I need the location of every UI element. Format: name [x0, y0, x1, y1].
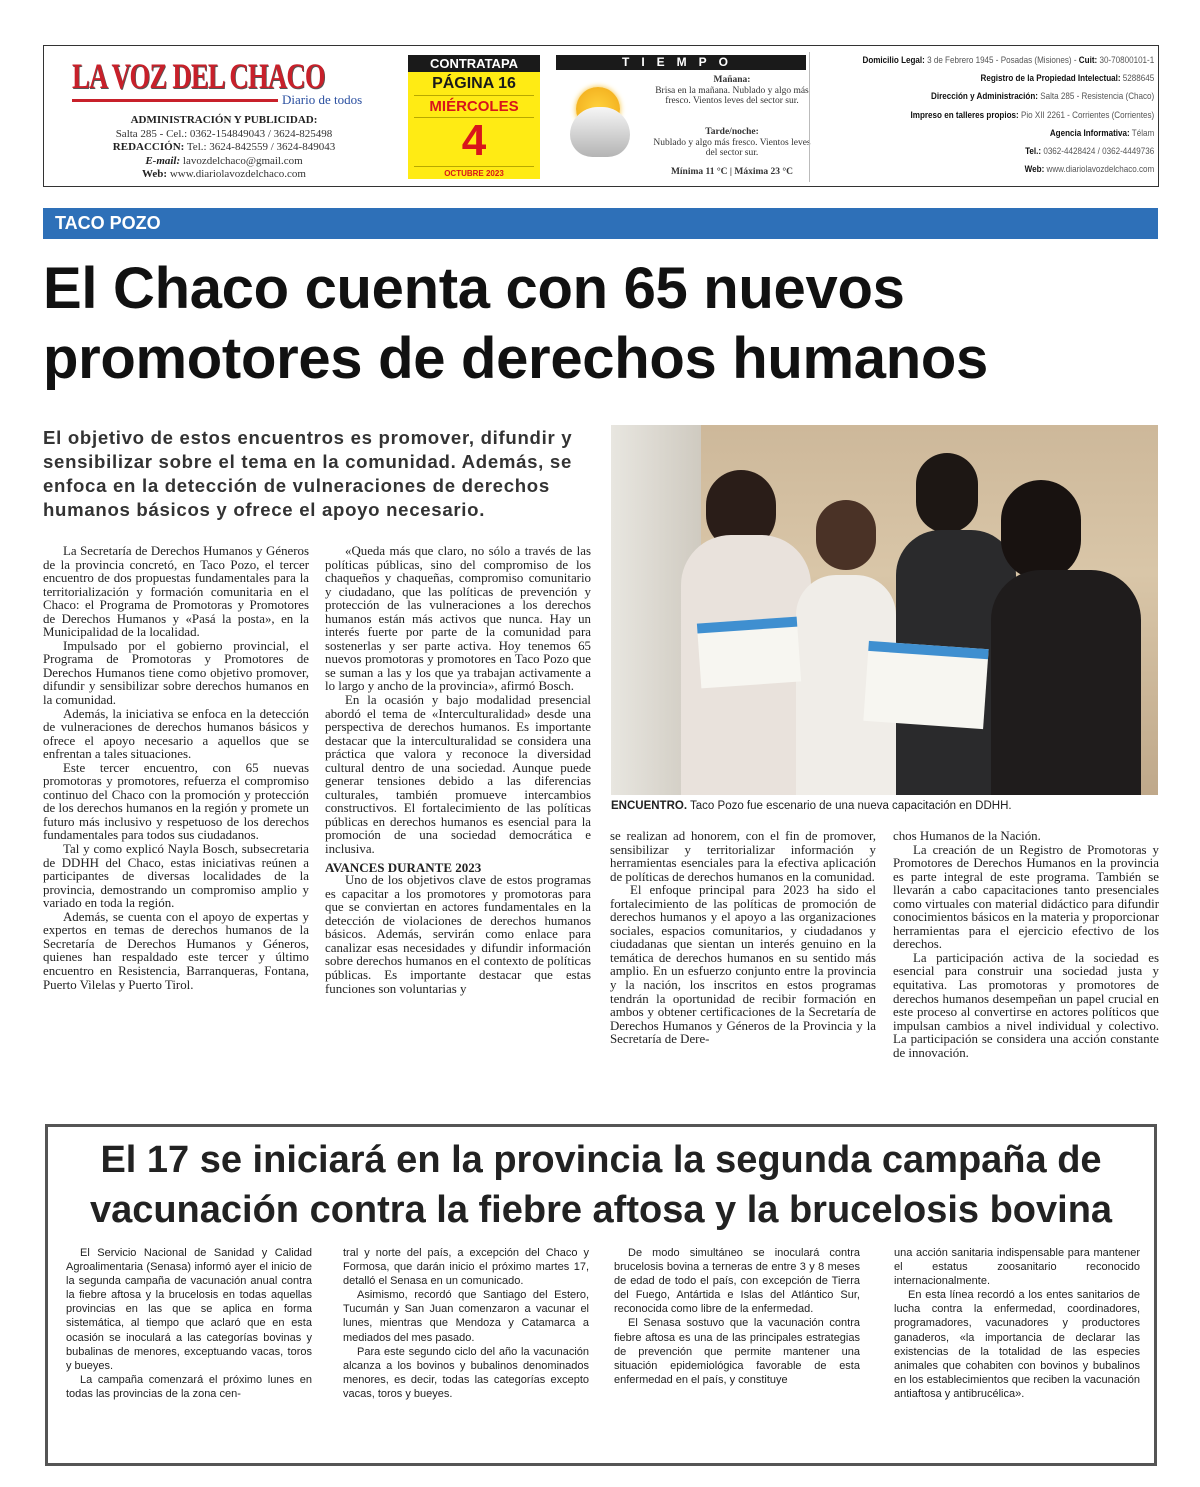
paragraph: La participación activa de la sociedad es esencial para construir una sociedad justa y equitativa. Las promotoras y promotores de derechos humanos desempeñan un papel crucial en este proceso al convertirse en actores políticos que impulsan cambios a nivel individual y colectivo. La participación se considera una acción constante de innovación. — [893, 950, 1159, 1060]
evening-label: Tarde/noche: — [705, 127, 759, 137]
photo-person — [1001, 480, 1081, 580]
photo-person — [916, 453, 978, 533]
certificate — [697, 617, 801, 689]
legal-label: Dirección y Administración: — [930, 91, 1038, 103]
secondary-article — [45, 1124, 1157, 1466]
secondary-column-2 — [343, 1246, 589, 1401]
legal-value: Salta 285 - Resistencia (Chaco) — [1039, 91, 1154, 103]
paragraph: El Servicio Nacional de Sanidad y Calidad Agroalimentaria (Senasa) informó ayer el inicio de la segunda campaña de vacunación anual contra la fiebre aftosa y la brucelosis en todas aquellas provincias en las que se aplica en forma sistemática, al tiempo que aclaró que en esta ocasión se inoculará a las categorías bovinas y bubalinas de menores, exceptuando vacas, toros y bueyes. — [66, 1247, 312, 1372]
section-bar — [43, 208, 1158, 239]
article-photo — [611, 425, 1158, 795]
secondary-column-4 — [894, 1246, 1140, 1401]
masthead — [43, 45, 1159, 187]
month-year: OCTUBRE 2023 — [414, 166, 534, 178]
paragraph: Impulsado por el gobierno provincial, el Programa de Promotoras y Promotores de Derechos Humanos tiene como objetivo promover, difundir y sensibilizar sobre derechos humanos en la comunidad. — [43, 638, 309, 708]
admin-address: Salta 285 - Cel.: 0362-154849043 / 3624-825498 — [115, 127, 333, 140]
paragraph: La Secretaría de Derechos Humanos y Géneros de la provincia concretó, en Taco Pozo, el tercer encuentro de dos propuestas fundamentales para la territorialización y formación comunitaria en el Chaco: el Programa de Promotoras y Promotores de Derechos Humanos y «Pasá la posta», en la Municipalidad de la localidad. — [43, 544, 309, 640]
legal-label: Agencia Informativa: — [1049, 127, 1130, 139]
paragraph: En la ocasión y bajo modalidad presencial abordó el tema de «Interculturalidad» desde una perspectiva de derechos humanos. Es importante destacar que la interculturalidad se considera una práctica que valora y reconoce la diversidad cultural dentro de una sociedad. Aunque puede generar tensiones debido a las diferencias culturales, también promueve intercambios constructivos. El fortalecimiento de las políticas públicas en derechos humanos es esencial para la promoción de una sociedad democrática e inclusiva. — [325, 693, 591, 857]
legal-label: Domicilio Legal: — [862, 55, 925, 66]
web-label: Web: — [142, 168, 168, 180]
legal-value: 3 de Febrero 1945 - Posadas (Misiones) - — [926, 55, 1077, 66]
headline: El Chaco cuenta con 65 nuevos promotores de derechos humanos — [43, 256, 988, 391]
section-label: CONTRATAPA — [408, 55, 540, 72]
paragraph: una acción sanitaria indispensable para mantener el estatus zoosanitario reconocido internacionalmente. — [894, 1247, 1140, 1288]
cloud-icon — [570, 107, 630, 157]
morning-forecast: Brisa en la mañana. Nublado y algo más fresco. Vientos leves del sector sur. — [655, 85, 809, 106]
web-link[interactable]: www.diariolavozdelchaco.com — [169, 168, 306, 180]
newspaper-logo: LA VOZ DEL CHACO — [72, 56, 325, 96]
paragraph: chos Humanos de la Nación. — [893, 829, 1041, 843]
secondary-column-3 — [614, 1246, 860, 1387]
paragraph: El enfoque principal para 2023 ha sido el fortalecimiento de las políticas de promoción de derechos humanos y el apoyo a las organizaciones sociales, espacios comunitarios, y ciudadanos y ciudadanas que sientan un interés genuino en la temática de derechos humanos en su sentido más amplio. En un esfuerzo conjunto entre la provincia y la nación, los inscritos en estos programas tendrán la oportunidad de recibir formación en ambos y obtener certificaciones de la Secretaría de Derechos Humanos y Géneros de la Provincia y la Secretaría de Dere- — [610, 883, 876, 1047]
morning-label: Mañana: — [713, 75, 751, 85]
legal-value: Pio XII 2261 - Corrientes (Corrientes) — [1020, 109, 1154, 121]
paragraph: La creación de un Registro de Promotoras y Promotores de Derechos Humanos en la provincia es parte integral de este programa. También se llevarán a cabo capacitaciones tanto presenciales como virtuales con material didáctico para difundir conocimientos básicos en la materia y proporcionar herramientas para el ejercicio efectivo de los derechos. — [893, 842, 1159, 952]
slogan: Diario de todos — [282, 92, 363, 107]
redaccion-value: Tel.: 3624-842559 / 3624-849043 — [186, 141, 336, 153]
admin-title: ADMINISTRACIÓN Y PUBLICIDAD: — [130, 114, 318, 126]
legal-label: Impreso en talleres propios: — [910, 109, 1019, 121]
lede: El objetivo de estos encuentros es promover, difundir y sensibilizar sobre el tema en la comunidad. Además, se enfoca en la detección de vulneraciones de derechos humanos básicos y ofrece el apoyo necesario. — [43, 427, 573, 520]
paragraph: tral y norte del país, a excepción del Chaco y Formosa, que darán inicio el próximo martes 17, detalló el Senasa en un comunicado. — [343, 1247, 589, 1288]
email-label: E-mail: — [145, 154, 181, 167]
paragraph: La campaña comenzará el próximo lunes en todas las provincias de la zona cen- — [66, 1373, 312, 1400]
evening-forecast: Nublado y algo más fresco. Vientos leves del sector sur. — [653, 137, 811, 158]
paragraph: En esta línea recordó a los entes sanitarios de lucha contra la enfermedad, coordinadores, programadores, vacunadores y productores ganaderos, «la importancia de declarar las existencias de la totalidad de las especies animales que cohabiten con bovinos y bubalinos en los establecimientos que reciben la vacunación antiaftosa y antibrucélica». — [894, 1289, 1140, 1400]
photo-person — [816, 500, 876, 570]
weather-box — [556, 55, 811, 179]
temperature-range: Mínima 11 °C | Máxima 23 °C — [670, 167, 794, 177]
web-link[interactable]: www.diariolavozdelchaco.com — [1046, 164, 1154, 176]
subheading: AVANCES DURANTE 2023 — [325, 859, 482, 875]
legal-value: 30-70800101-1 — [1099, 55, 1154, 66]
legal-label: Web: — [1024, 164, 1045, 176]
paragraph: Asimismo, recordó que Santiago del Estero, Tucumán y San Juan comenzaron a vacunar el lunes, mientras que Mendoza y Catamarca a mediados del mes pasado. — [343, 1289, 589, 1344]
legal-info — [809, 52, 1154, 182]
article-column-1 — [43, 545, 309, 992]
paragraph: se realizan ad honorem, con el fin de promover, sensibilizar y territorializar información y herramientas esenciales para la efectiva aplicación de políticas de derechos humanos en la comunidad. — [610, 829, 876, 884]
caption-text: Taco Pozo fue escenario de una nueva capacitación en DDHH. — [690, 800, 1012, 812]
secondary-column-1 — [66, 1246, 312, 1401]
admin-contact — [44, 114, 404, 182]
article-column-3 — [610, 830, 876, 1047]
email-link[interactable]: lavozdelchaco@gmail.com — [182, 154, 303, 167]
caption-label: ENCUENTRO. — [611, 800, 688, 812]
secondary-headline: El 17 se iniciará en la provincia la segunda campaña de vacunación contra la fiebre aftosa y la brucelosis bovina — [89, 1139, 1113, 1231]
date-box — [408, 55, 540, 179]
legal-value: Télam — [1131, 127, 1154, 139]
photo-caption — [611, 800, 1158, 812]
weekday: MIÉRCOLES — [414, 95, 534, 118]
legal-label: Cuit: — [1078, 55, 1097, 66]
photo-person — [991, 570, 1141, 795]
paragraph: Para este segundo ciclo del año la vacunación alcanza a los bovinos y bubalinos denominados menores, es decir, todas las categorías excepto vacas, toros y bueyes. — [343, 1345, 589, 1400]
logo-underline — [72, 99, 278, 102]
legal-label: Registro de la Propiedad Intelectual: — [980, 73, 1121, 85]
page-number: PÁGINA 16 — [432, 75, 516, 92]
legal-value: 0362-4428424 / 0362-4449736 — [1043, 146, 1154, 158]
weather-title: TIEMPO — [556, 55, 806, 70]
article-column-4 — [893, 830, 1159, 1060]
paragraph: Tal y como explicó Nayla Bosch, subsecretaria de DDHH del Chaco, estas iniciativas reúnen a participantes de diversas localidades de la provincia, demostrando un compromiso amplio y variado en toda la región. — [43, 842, 309, 911]
paragraph: Uno de los objetivos clave de estos programas es capacitar a los promotores y promotoras para que se conviertan en actores fundamentales en la detección de violaciones de derechos humanos básicos. Además, servirán como enlace para canalizar esas necesidades y difundir información sobre derechos humanos en el contexto de políticas públicas. Es importante destacar que estas funciones son voluntarias y — [325, 873, 591, 996]
legal-label: Tel.: — [1024, 146, 1041, 158]
redaccion-label: REDACCIÓN: — [112, 141, 185, 153]
article-column-2 — [325, 545, 591, 996]
day-number: 4 — [461, 116, 487, 165]
section-label: TACO POZO — [55, 213, 161, 233]
paragraph: «Queda más que claro, no sólo a través de las políticas públicas, sino del compromiso de los chaqueños y chaqueñas, compromiso comunitario y ciudadano, que las políticas de prevención y protección de las vulneraciones a los derechos humanos están más activos que nunca. Hay un interés fuerte por parte de la comunidad para sostenerlas y ser parte activa. Hoy tenemos 65 nuevos promotoras y promotores en Taco Pozo que se suman a las y los que ya trabajan activamente a lo largo y ancho de la provincia», afirmó Bosch. — [325, 544, 591, 694]
paragraph: Además, la iniciativa se enfoca en la detección de vulneraciones de derechos humanos básicos y ofrece el apoyo necesario a aquellos que se enfrentan a tales situaciones. — [43, 706, 309, 762]
paragraph: El Senasa sostuvo que la vacunación contra fiebre aftosa es una de las principales estrategias de prevención que permite mantener una situación epidemiológica favorable de esta enfermedad en el país, y constituye — [614, 1317, 860, 1386]
paragraph: De modo simultáneo se inoculará contra brucelosis bovina a terneras de entre 3 y 8 meses de edad de todo el país, con excepción de Tierra del Fuego, Antártida e Islas del Atlántico Sur, reconocida como libre de la enfermedad. — [614, 1247, 860, 1316]
certificate — [863, 641, 988, 729]
paragraph: Este tercer encuentro, con 65 nuevas promotoras y promotores, refuerza el compromiso continuo del Chaco con la promoción y protección de los derechos humanos en la región y promete un futuro más inclusivo y respetuoso de los derechos fundamentales para todos sus ciudadanos. — [43, 760, 309, 843]
paragraph: Además, se cuenta con el apoyo de expertas y expertos en temas de derechos humanos de la Secretaría de Derechos Humanos y Géneros, quienes han respaldado este tercer y último encuentro en Resistencia, Barranqueras, Fontana, Puerto Vilelas y Puerto Tirol. — [43, 909, 309, 992]
legal-value: 5288645 — [1122, 73, 1154, 85]
